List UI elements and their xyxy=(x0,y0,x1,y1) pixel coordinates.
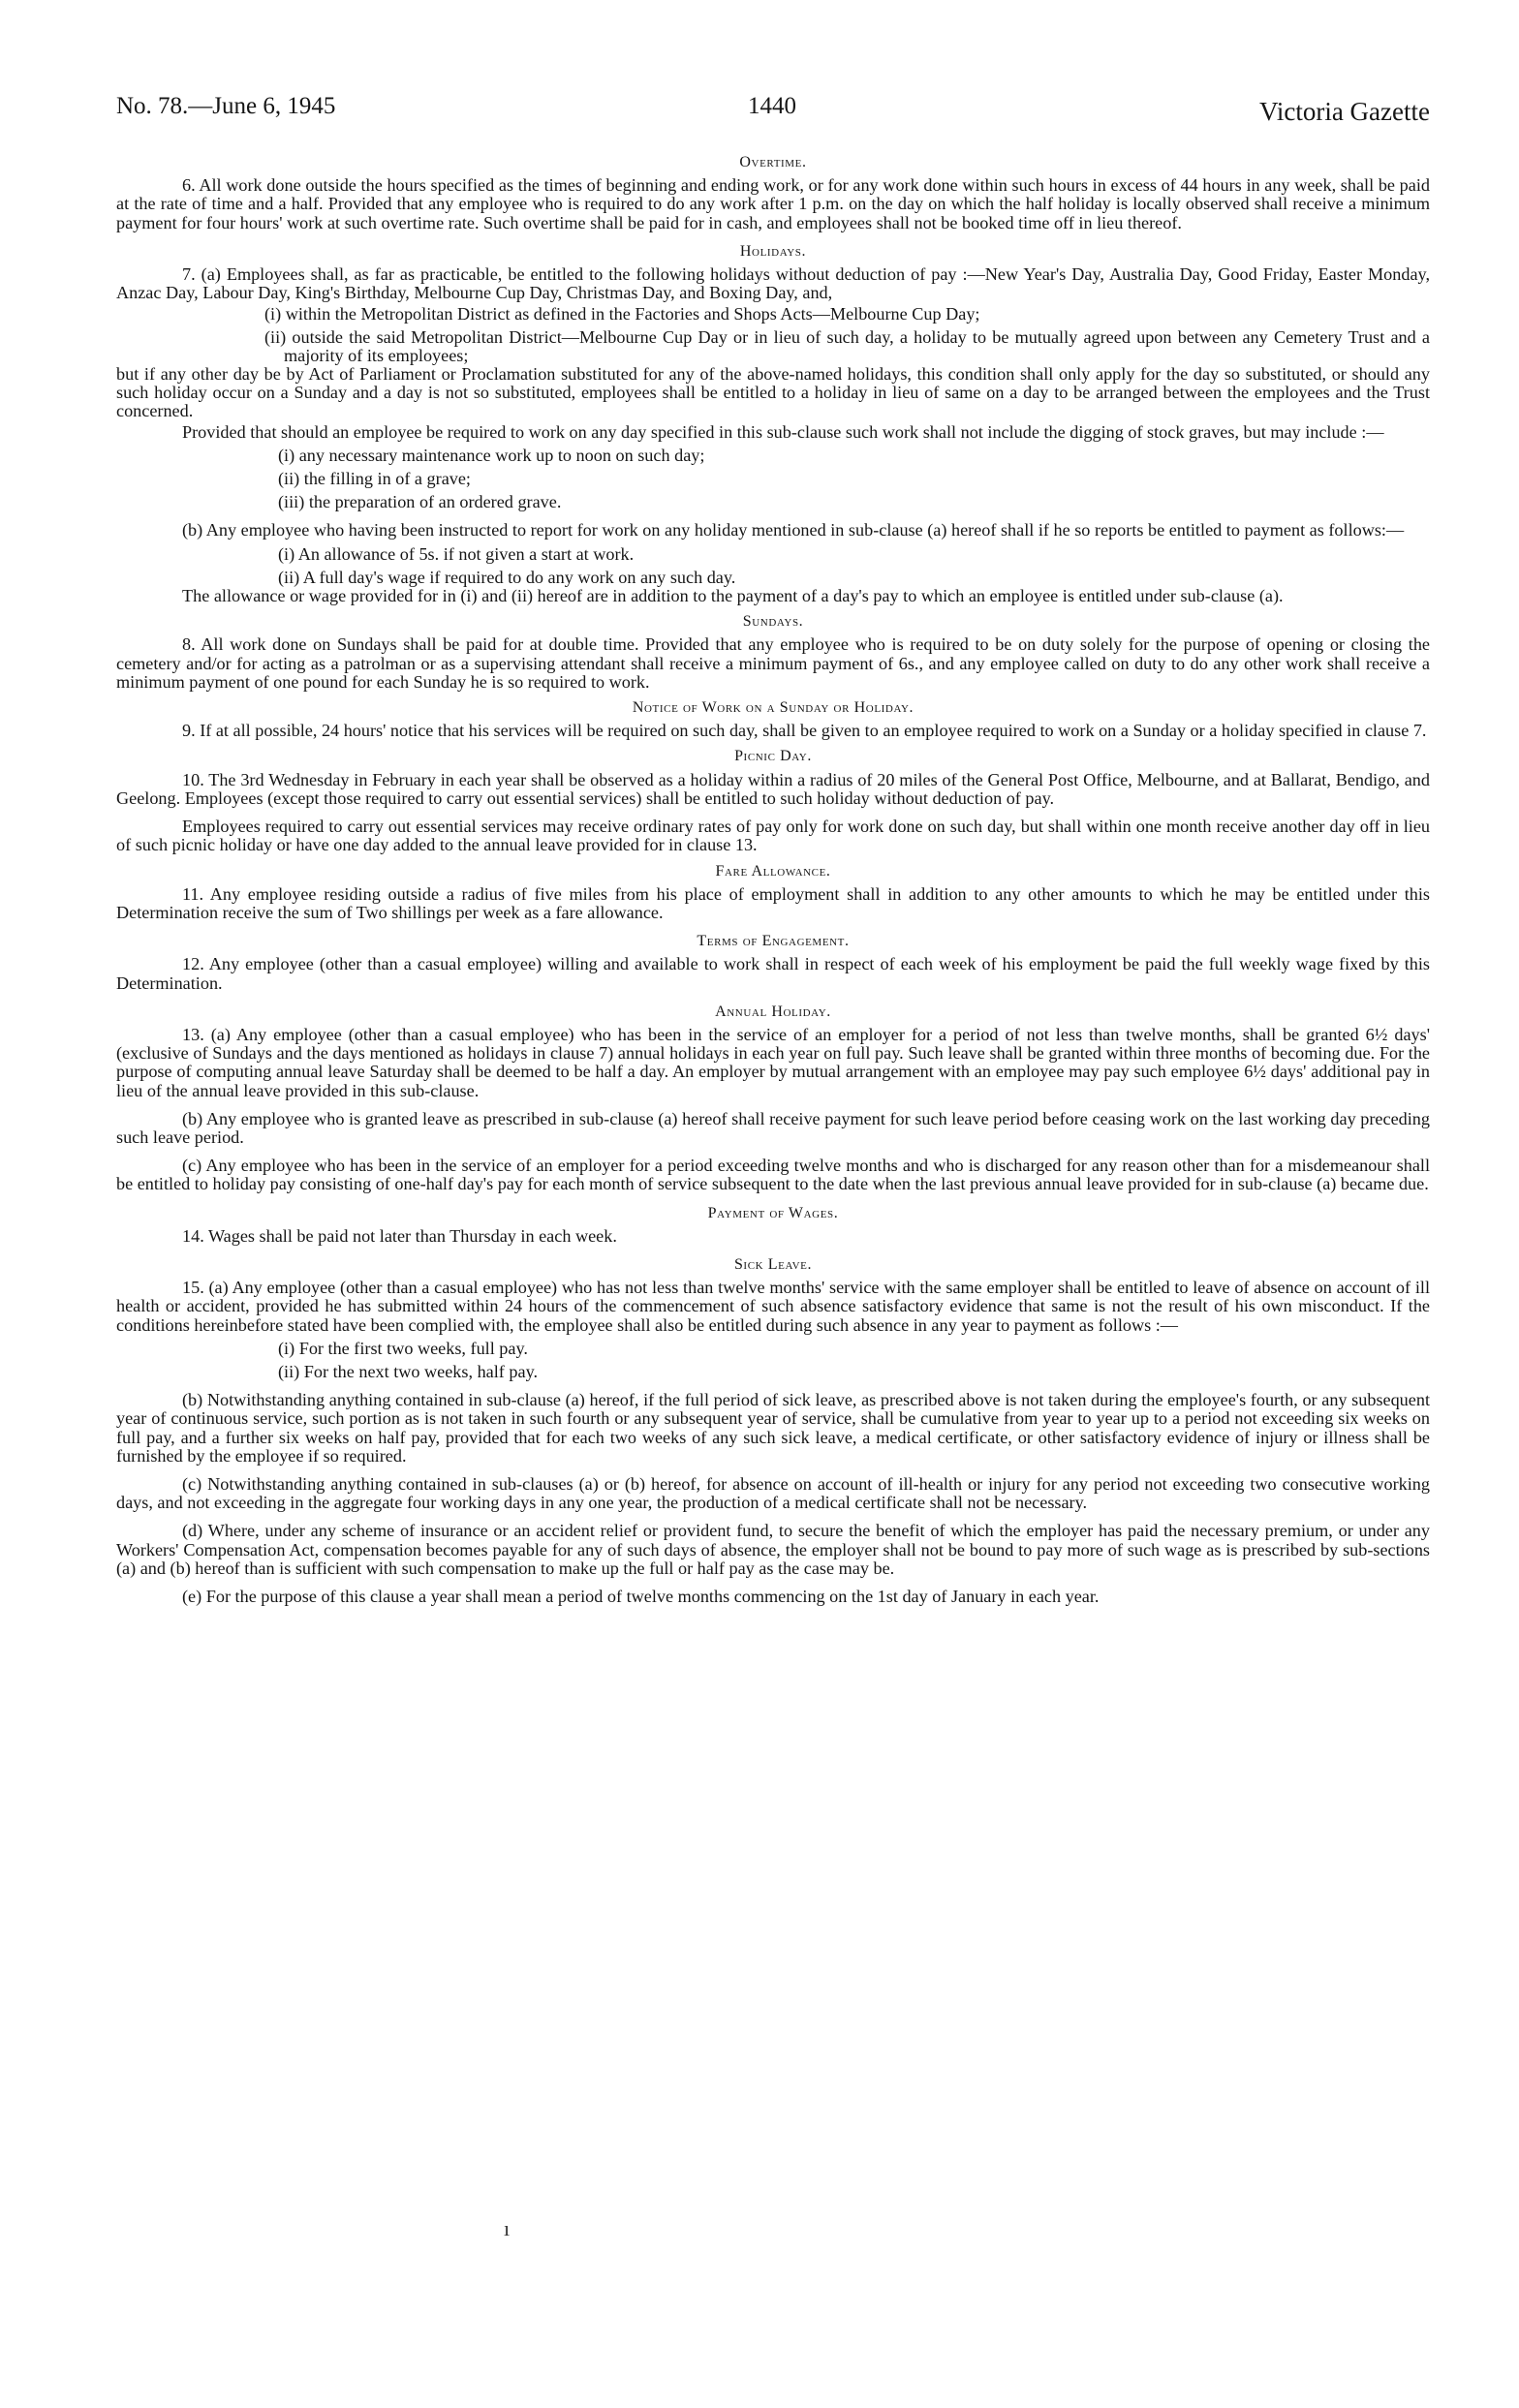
clause-15b: (b) Notwithstanding anything contained in sub-clause (a) hereof, if the full period of sick leave, as prescribed above is not taken during the employee's fourth, or any subsequent year of continuous service, such portion as is not taken in such fourth or any subsequent year of service, shall be cumulative from year to year up to a period not exceeding six weeks on full pay, and a further six weeks on half pay, provided that for each two weeks of any such sick leave, a medical certificate, or other satisfactory evidence of injury or illness shall be furnished by the employee if so required. xyxy=(116,1390,1430,1466)
clause-10: 10. The 3rd Wednesday in February in each year shall be observed as a holiday within a radius of 20 miles of the General Post Office, Melbourne, and at Ballarat, Bendigo, and Geelong. Employees (except those required to carry out essential services) shall be entitled to such holiday without deduction of pay. xyxy=(116,769,1430,808)
clause-6: 6. All work done outside the hours specified as the times of beginning and ending work, or for any work done within such hours in excess of 44 hours in any week, shall be paid at the rate of time and a half. Provided that any employee who is required to do any work after 1 p.m. on the day on which the half holiday is locally observed shall receive a minimum payment for four hours' work at such overtime rate. Such overtime shall be paid for in cash, and employees shall not be booked time off in lieu thereof. xyxy=(116,175,1430,232)
clause-8: 8. All work done on Sundays shall be paid for at double time. Provided that any employee who is required to be on duty solely for the purpose of opening or closing the cemetery and/or for acting as a patrolman or as a supervising attendant shall receive a minimum payment of 6s., and any employee called on duty to do any other work shall receive a minimum payment of one pound for each Sunday he is so required to work. xyxy=(116,634,1430,692)
publication-title: Victoria Gazette xyxy=(1258,97,1430,126)
proviso-item-ii: (ii) the filling in of a grave; xyxy=(278,469,471,489)
clause-13a: 13. (a) Any employee (other than a casual employee) who has been in the service of an employer for a period of not less than twelve months, shall be granted 6½ days' (exclusive of Sundays and the days mentioned as holidays in clause 7) annual holidays in each year on full pay. Such leave shall be granted within three months of becoming due. For the purpose of computing annual leave Saturday shall be deemed to be half a day. An employer by mutual arrangement with an employee may pay such employee 6½ days' additional pay in lieu of the annual leave provided in this sub-clause. xyxy=(116,1024,1430,1100)
clause-10-essential-services: Employees required to carry out essential services may receive ordinary rates of pay only for work done on such day, but shall within one month receive another day off in lieu of such picnic holiday or have one day added to the annual leave provided for in clause 13. xyxy=(116,817,1430,855)
clause-15d: (d) Where, under any scheme of insurance or an accident relief or provident fund, to secure the benefit of which the employer has paid the necessary premium, or under any Workers' Compensation Act, compensation becomes payable for any of such days of absence, the employer shall not be bound to pay more of such wage as is prescribed by sub-sections (a) and (b) hereof than is sufficient with such compensation to make up the full or half pay as the case may be. xyxy=(116,1521,1430,1578)
clause-14: 14. Wages shall be paid not later than Thursday in each week. xyxy=(182,1225,617,1246)
clause-15e: (e) For the purpose of this clause a year shall mean a period of twelve months commencing on the 1st day of January in each year. xyxy=(182,1587,1100,1606)
heading-picnic-day: Picnic Day. xyxy=(734,748,812,765)
clause-7b-allowance: The allowance or wage provided for in (i) and (ii) hereof are in addition to the payment of a day's pay to which an employee is entitled under sub-clause (a). xyxy=(182,586,1284,606)
clause-15c: (c) Notwithstanding anything contained in sub-clauses (a) or (b) hereof, for absence on account of ill-health or injury for any period not exceeding two consecutive working days, and not exceeding in the aggregate four working days in any one year, the production of a medical certificate shall not be necessary. xyxy=(116,1473,1430,1513)
clause-7a-continuation: but if any other day be by Act of Parliament or Proclamation substituted for any of the above-named holidays, this condition shall only apply for the day so substituted, or should any such holiday occur on a Sunday and a day is not so substituted, employees shall be entitled to a holiday in lieu of same on a day to be arranged between the employees and the Trust concerned. xyxy=(116,364,1430,421)
heading-holidays: Holidays. xyxy=(739,242,807,260)
heading-terms-of-engagement: Terms of Engagement. xyxy=(697,933,850,950)
print-mark: ı xyxy=(504,2216,511,2240)
clause-15a-item-ii: (ii) For the next two weeks, half pay. xyxy=(278,1361,539,1381)
heading-fare-allowance: Fare Allowance. xyxy=(715,862,831,880)
clause-13c: (c) Any employee who has been in the service of an employer for a period exceeding twelve months and who is discharged for any reason other than for a misdemeanour shall be entitled to holiday pay consisting of one-half day's pay for each month of service subsequent to the date when the last previous annual leave provided for in sub-clause (a) became due. xyxy=(116,1156,1430,1194)
heading-notice: Notice of Work on a Sunday or Holiday. xyxy=(632,699,914,717)
clause-11: 11. Any employee residing outside a radius of five miles from his place of employment shall in addition to any other amounts to which he may be entitled under this Determination receive the sum of Two shillings per week as a fare allowance. xyxy=(116,883,1430,922)
clause-7a-item-i: (i) within the Metropolitan District as defined in the Factories and Shops Acts—Melbourne Cup Day; xyxy=(264,304,980,324)
page-number: 1440 xyxy=(748,93,796,119)
heading-annual-holiday: Annual Holiday. xyxy=(715,1003,831,1020)
clause-7b-item-i: (i) An allowance of 5s. if not given a start at work. xyxy=(278,543,635,564)
clause-7a-item-ii: (ii) outside the said Metropolitan District—Melbourne Cup Day or in lieu of such day, a holiday to be mutually agreed upon between any Cemetery Trust and a majority of its employees; xyxy=(264,326,1430,365)
heading-sundays: Sundays. xyxy=(742,613,804,631)
proviso-item-iii: (iii) the preparation of an ordered grave. xyxy=(278,492,562,512)
page-body xyxy=(116,153,1430,1608)
page-header xyxy=(116,93,1430,132)
issue-date: No. 78.—June 6, 1945 xyxy=(116,93,336,119)
clause-15a-item-i: (i) For the first two weeks, full pay. xyxy=(278,1338,528,1358)
heading-overtime: Overtime. xyxy=(739,154,807,170)
heading-sick-leave: Sick Leave. xyxy=(733,1255,813,1273)
clause-13b: (b) Any employee who is granted leave as prescribed in sub-clause (a) hereof shall receive payment for such leave period before ceasing work on the last working day preceding such leave period. xyxy=(116,1108,1430,1147)
heading-payment-of-wages: Payment of Wages. xyxy=(707,1204,839,1221)
clause-7a-proviso: Provided that should an employee be required to work on any day specified in this sub-clause such work shall not include the digging of stock graves, but may include :— xyxy=(182,421,1384,442)
clause-15a: 15. (a) Any employee (other than a casual employee) who has not less than twelve months' service with the same employer shall be entitled to leave of absence on account of ill health or accident, provided he has submitted within 24 hours of the commencement of such absence satisfactory evidence that same is not the result of his own misconduct. If the conditions hereinbefore stated have been complied with, the employee shall also be entitled during such absence in any year to payment as follows :— xyxy=(116,1278,1430,1335)
clause-12: 12. Any employee (other than a casual employee) willing and available to work shall in respect of each week of his employment be paid the full weekly wage fixed by this Determination. xyxy=(116,954,1430,993)
clause-9: 9. If at all possible, 24 hours' notice that his services will be required on such day, shall be given to an employee required to work on a Sunday or a holiday specified in clause 7. xyxy=(182,721,1427,741)
clause-7b-item-ii: (ii) A full day's wage if required to do any work on any such day. xyxy=(278,567,736,587)
proviso-item-i: (i) any necessary maintenance work up to noon on such day; xyxy=(278,445,705,465)
clause-7b: (b) Any employee who having been instructed to report for work on any holiday mentioned in sub-clause (a) hereof shall if he so reports be entitled to payment as follows:— xyxy=(182,520,1405,540)
clause-7a: 7. (a) Employees shall, as far as practicable, be entitled to the following holidays without deduction of pay :—New Year's Day, Australia Day, Good Friday, Easter Monday, Anzac Day, Labour Day, King's Birthday, Melbourne Cup Day, Christmas Day, and Boxing Day, and, xyxy=(116,264,1430,303)
